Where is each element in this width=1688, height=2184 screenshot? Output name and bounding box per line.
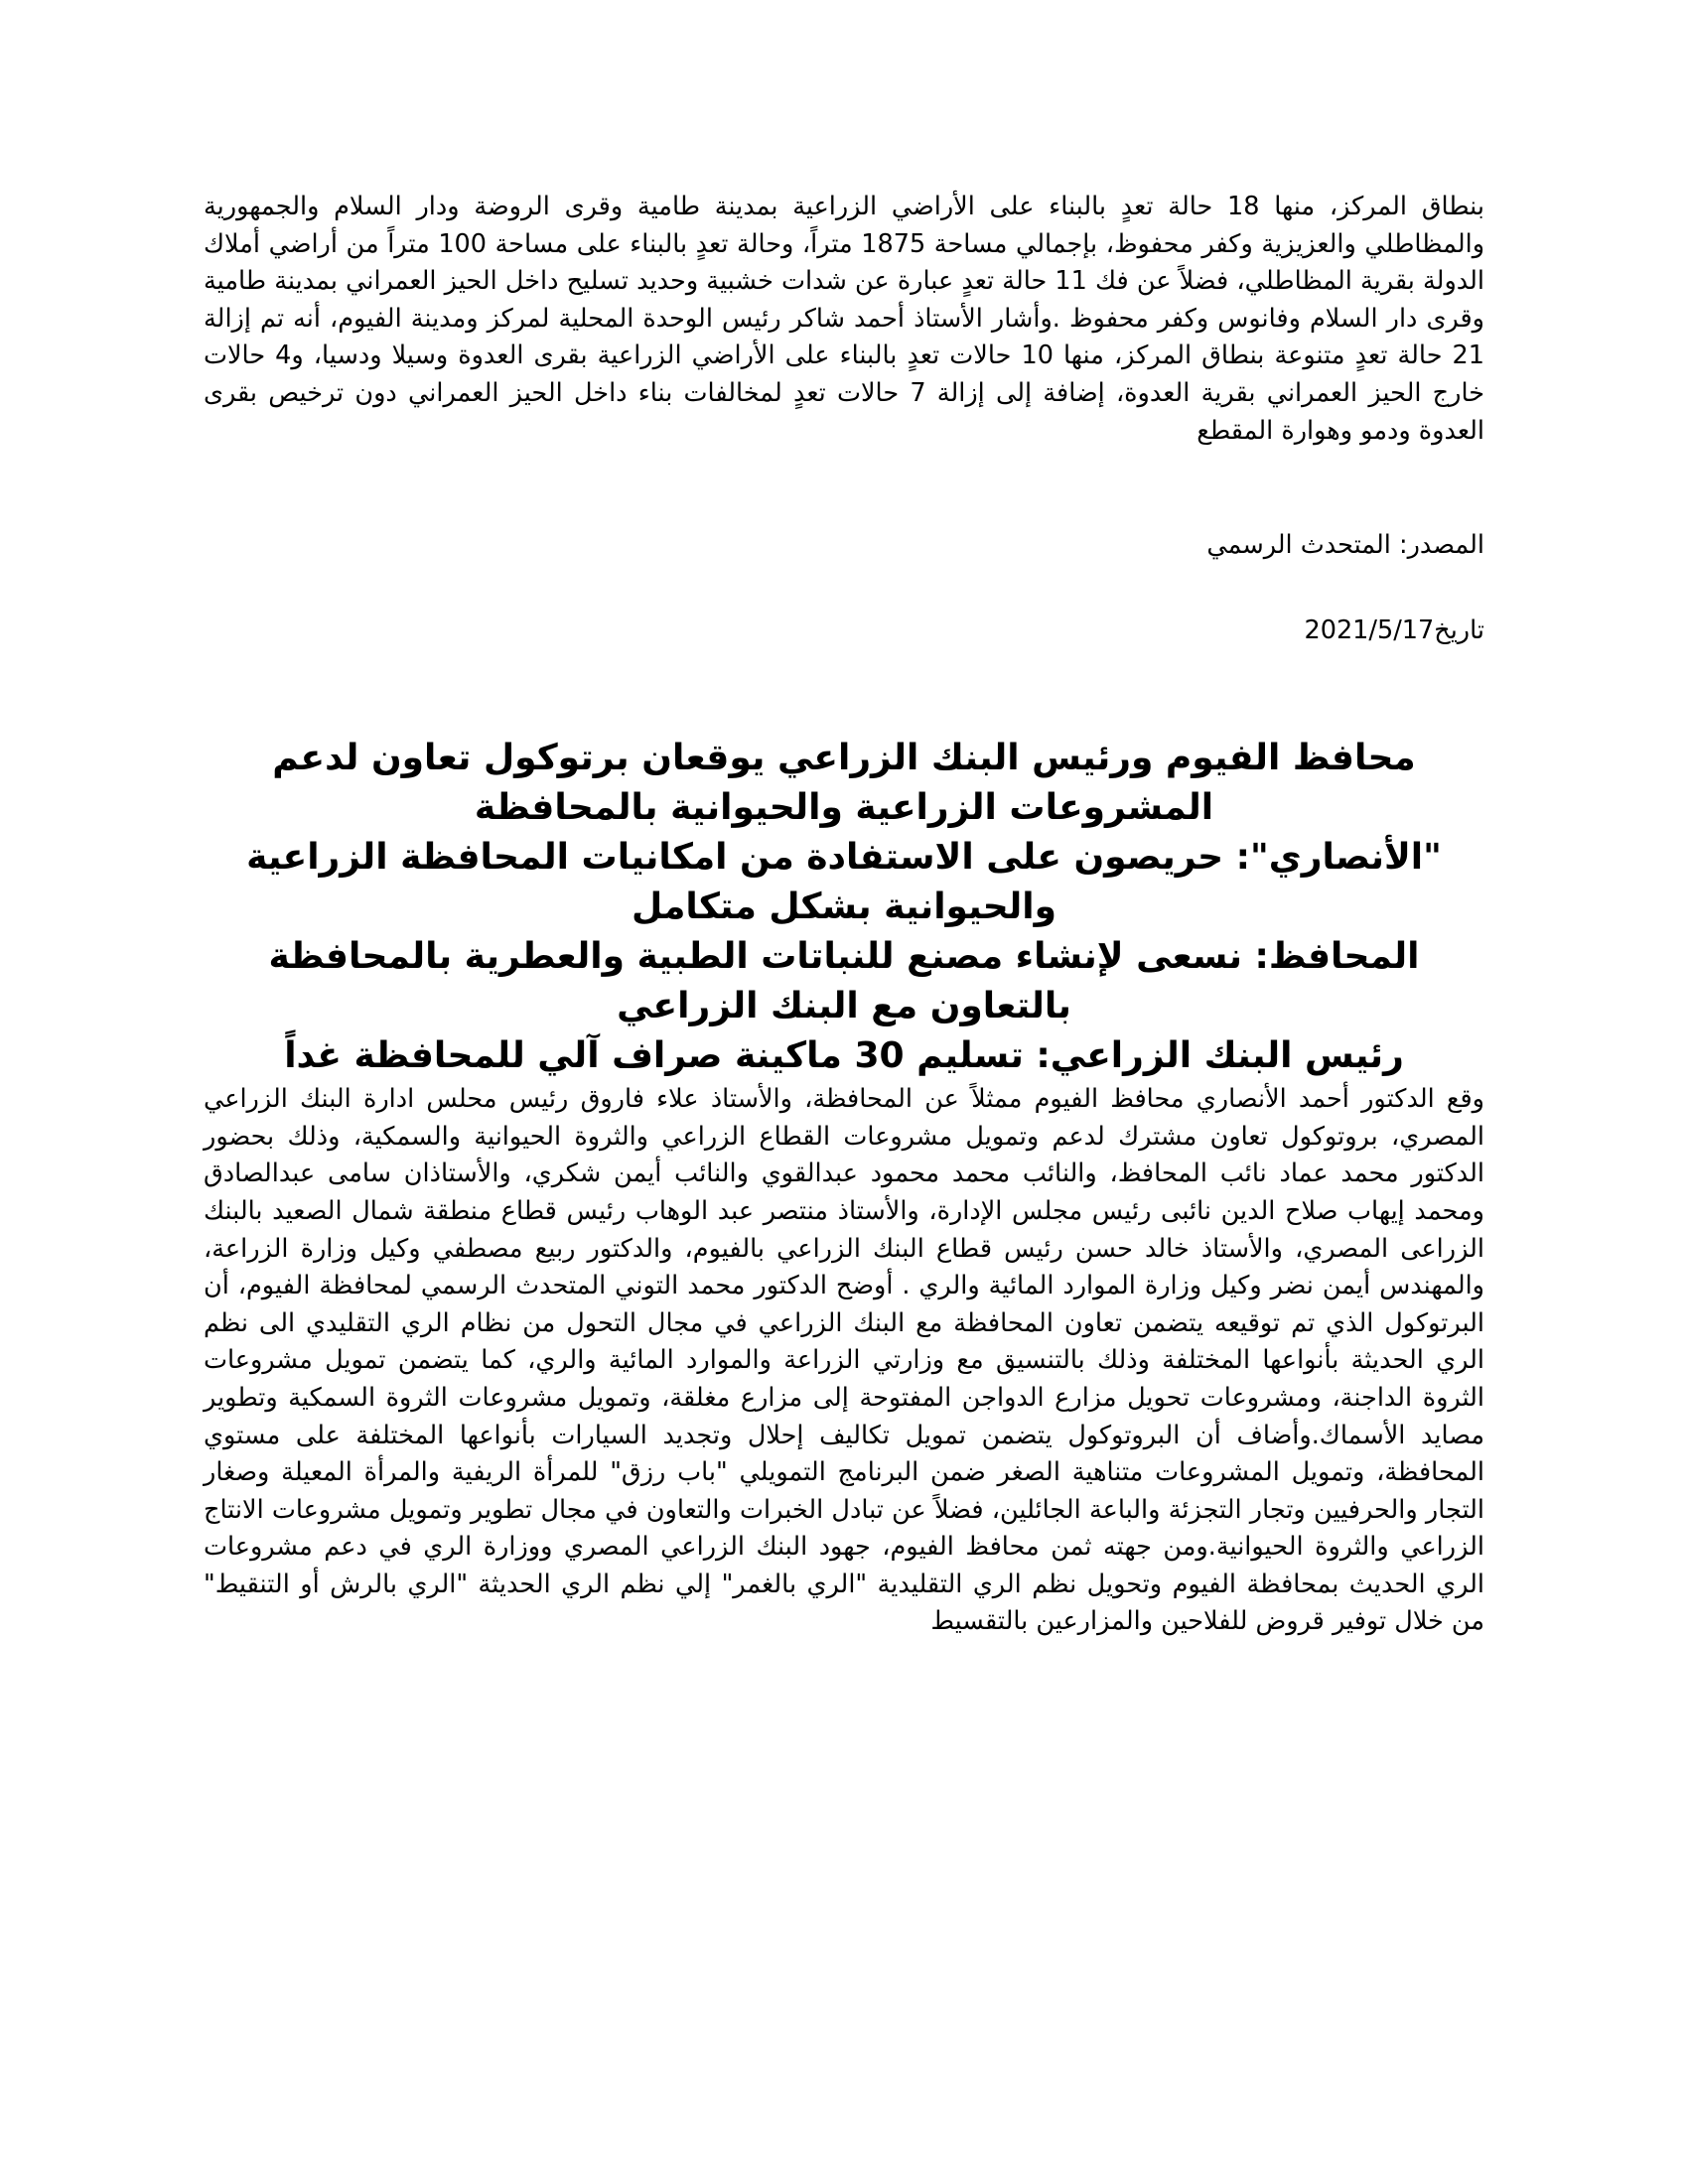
document-page	[204, 189, 1484, 1641]
date-line: تاريخ2021/5/17	[1304, 615, 1484, 646]
intro-paragraph: بنطاق المركز، منها 18 حالة تعدٍ بالبناء على الأراضي الزراعية بمدينة طامية وقرى الروضة ودار السلام والجمهورية والمظاطلي والعزيزية وكفر محفوظ، بإجمالي مساحة 1875 متراً، وحالة تعدٍ بالبناء على مساحة 100 متراً من أراضي أملاك الدولة بقرية المظاطلي، فضلاً عن فك 11 حالة تعدٍ عبارة عن شدات خشبية وحديد تسليح داخل الحيز العمراني بمدينة طامية وقرى دار السلام وفانوس وكفر محفوظ .وأشار الأستاذ أحمد شاكر رئيس الوحدة المحلية لمركز ومدينة الفيوم، أنه تم إزالة 21 حالة تعدٍ متنوعة بنطاق المركز، منها 10 حالات تعدٍ بالبناء على الأراضي الزراعية بقرى العدوة وسيلا ودسيا، و4 حالات خارج الحيز العمراني بقرية العدوة، إضافة إلى إزالة 7 حالات تعدٍ لمخالفات بناء داخل الحيز العمراني دون ترخيص بقرى العدوة ودمو وهوارة المقطع	[204, 192, 1485, 446]
source-line: المصدر: المتحدث الرسمي	[1206, 530, 1484, 561]
headline-ansari-quote: "الأنصاري": حريصون على الاستفادة من امكانيات المحافظة الزراعية والحيوانية بشكل متكامل	[246, 837, 1442, 928]
headline-block	[204, 734, 1484, 1081]
body-paragraph: وقع الدكتور أحمد الأنصاري محافظ الفيوم ممثلاً عن المحافظة، والأستاذ علاء فاروق رئيس محلس ادارة البنك الزراعي المصري، بروتوكول تعاون مشترك لدعم وتمويل مشروعات القطاع الزراعي والثروة الحيوانية والسمكية، وذلك بحضور الدكتور محمد عماد نائب المحافظ، والنائب محمد محمود عبدالقوي والنائب أيمن شكري، والأستاذان سامى عبدالصادق ومحمد إيهاب صلاح الدين نائبى رئيس مجلس الإدارة، والأستاذ منتصر عبد الوهاب رئيس قطاع منطقة شمال الصعيد بالبنك الزراعى المصري، والأستاذ خالد حسن رئيس قطاع البنك الزراعي بالفيوم، والدكتور ربيع مصطفي وكيل وزارة الزراعة، والمهندس أيمن نضر وكيل وزارة الموارد المائية والري . أوضح الدكتور محمد التوني المتحدث الرسمي لمحافظة الفيوم، أن البرتوكول الذي تم توقيعه يتضمن تعاون المحافظة مع البنك الزراعي في مجال التحول من نظام الري التقليدي الى نظم الري الحديثة بأنواعها المختلفة وذلك بالتنسيق مع وزارتي الزراعة والموارد المائية والري، كما يتضمن تمويل مشروعات الثروة الداجنة، ومشروعات تحويل مزارع الدواجن المفتوحة إلى مزارع مغلقة، وتمويل مشروعات الثروة السمكية وتطوير مصايد الأسماك.وأضاف أن البروتوكول يتضمن تمويل تكاليف إحلال وتجديد السيارات بأنواعها المختلفة على مستوي المحافظة، وتمويل المشروعات متناهية الصغر ضمن البرنامج التمويلي "باب رزق" للمرأة الريفية والمرأة المعيلة وصغار التجار والحرفيين وتجار التجزئة والباعة الجائلين، فضلاً عن تبادل الخبرات والتعاون في مجال تطوير وتمويل مشروعات الانتاج الزراعي والثروة الحيوانية.ومن جهته ثمن محافظ الفيوم، جهود البنك الزراعي المصري ووزارة الري في دعم مشروعات الري الحديث بمحافظة الفيوم وتحويل نظم الري التقليدية "الري بالغمر" إلي نظم الري الحديثة "الري بالرش أو التنقيط" من خلال توفير قروض للفلاحين والمزارعين بالتقسيط	[204, 1084, 1484, 1637]
headline-governor-quote: المحافظ: نسعى لإنشاء مصنع للنباتات الطبية والعطرية بالمحافظة بالتعاون مع البنك الزراعي	[268, 936, 1420, 1027]
headline-bank-head-quote: رئيس البنك الزراعي: تسليم 30 ماكينة صراف آلي للمحافظة غداً	[284, 1035, 1404, 1077]
headline-main: محافظ الفيوم ورئيس البنك الزراعي يوقعان برتوكول تعاون لدعم المشروعات الزراعية والحيوانية بالمحافظة	[272, 738, 1416, 829]
